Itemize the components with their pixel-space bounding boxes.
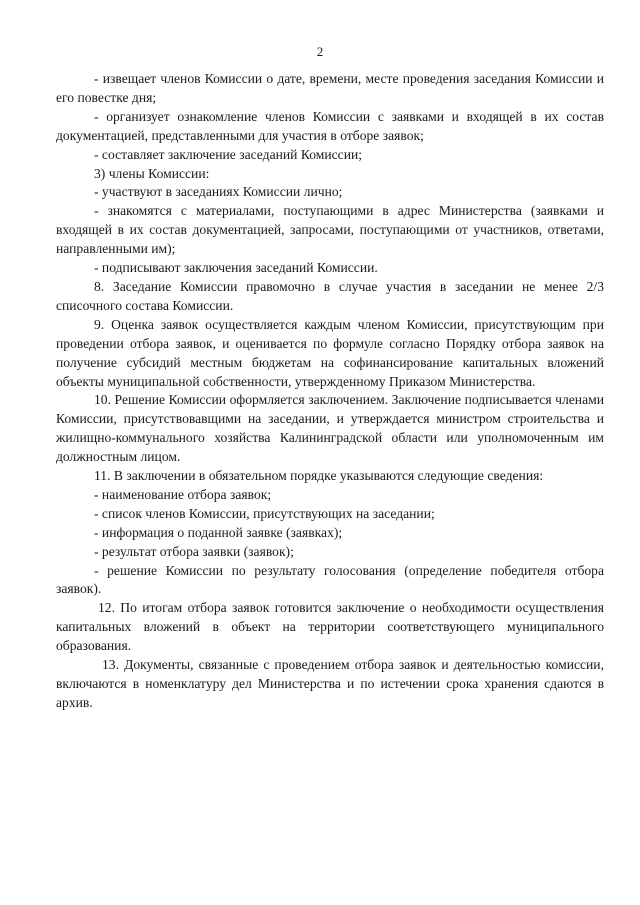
list-item-vote-decision: - решение Комиссии по результату голосования (определение победителя отбора заявок). [56,562,604,597]
paragraph-compose-conclusion: - составляет заключение заседаний Комиссии; [94,146,363,162]
list-item-selection-result: - результат отбора заявки (заявок); [94,543,294,559]
paragraph-10-decision: 10. Решение Комиссии оформляется заключением. Заключение подписывается членами Комиссии, присутствовавщими на заседании, и утверждается министром строительства и жилищно-коммунального хозяйства Калининградской области или уполномоченным им должностным лицом. [56,392,604,465]
list-item-application-info: - информация о поданной заявке (заявках); [94,524,343,540]
paragraph-11-required-info: 11. В заключении в обязательном порядке указываются следующие сведения: [94,468,544,484]
paragraph-13-archive: 13. Документы, связанные с проведением отбора заявок и деятельностью комиссии, включаются в номенклатуру дел Министерства и по истечении срока хранения сдаются в архив. [56,657,604,710]
paragraph-attend-meetings: - участвуют в заседаниях Комиссии лично; [94,184,343,200]
paragraph-notify-members: - извещает членов Комиссии о дате, времени, месте проведения заседания Комиссии и его повестке дня; [56,71,604,105]
page-number: 2 [316,44,324,59]
paragraph-review-materials: - знакомятся с материалами, поступающими в адрес Министерства (заявками и входящей в их состав документацией, запросами, поступающими от участников, ответами, направленными им); [56,203,604,257]
list-item-selection-name: - наименование отбора заявок; [94,486,272,502]
paragraph-8-quorum: 8. Заседание Комиссии правомочно в случае участия в заседании не менее 2/3 списочного состава Комиссии. [56,278,604,313]
paragraph-organize-review: - организует ознакомление членов Комиссии с заявками и входящей в их состав документацией, представленными для участия в отборе заявок; [56,108,604,143]
list-item-members-list: - список членов Комиссии, присутствующих на заседании; [94,505,435,521]
paragraph-sign-conclusions: - подписывают заключения заседаний Комиссии. [94,260,378,276]
paragraph-12-conclusion: 12. По итогам отбора заявок готовится заключение о необходимости осуществления капитальных вложений в объект на территории соответствующего муниципального образования. [56,600,604,654]
document-body [56,70,604,713]
paragraph-members-heading: 3) члены Комиссии: [94,165,210,181]
paragraph-9-evaluation: 9. Оценка заявок осуществляется каждым членом Комиссии, присутствующим при проведении отбора заявок, и оценивается по формуле согласно Порядку отбора заявок на получение субсидий местным бюджетам на софинансирование капитальных вложений объекты муниципальной собственности, утвержденному Приказом Министерства. [56,316,604,389]
